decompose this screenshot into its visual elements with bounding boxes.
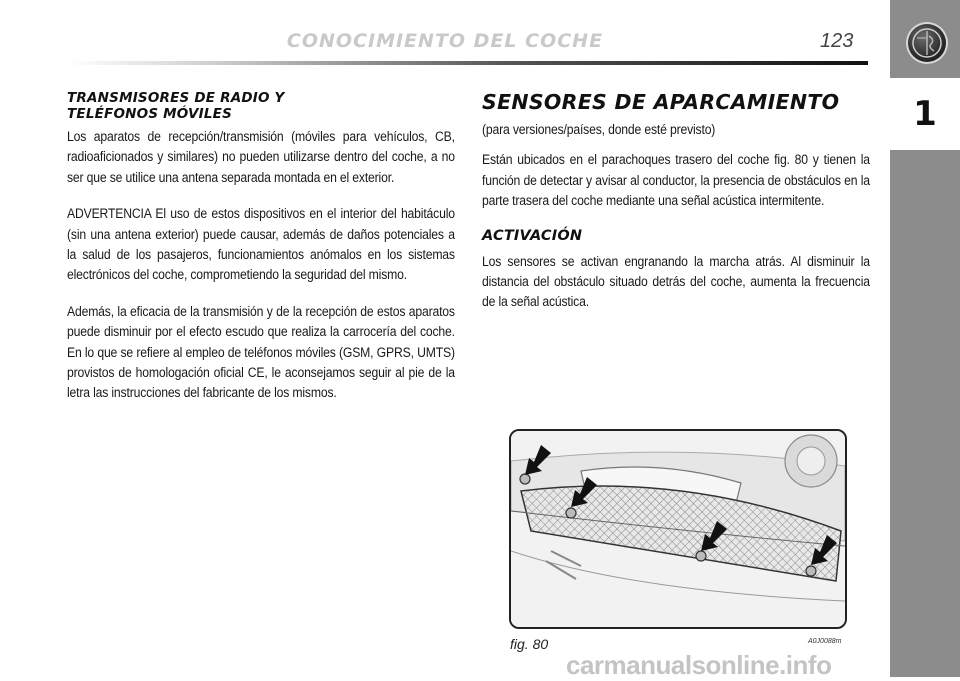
figure-rear-bumper-sensors (509, 429, 847, 629)
section-heading-radio (67, 90, 455, 122)
section-heading-activation: ACTIVACIÓN (482, 227, 583, 244)
parking-sensors-subtitle: (para versiones/países, donde esté previsto) (482, 122, 716, 138)
running-header-title: CONOCIMIENTO DEL COCHE (286, 30, 604, 52)
alfa-romeo-badge-icon (908, 24, 946, 62)
section-heading-parking-sensors: SENSORES DE APARCAMIENTO (482, 90, 840, 114)
paragraph-reception: Los aparatos de recepción/transmisión (móviles para vehículos, CB, radioaficionados y similares) no pueden utilizarse dentro del coche, a no ser que se utilice una antena separada montada en el exterior. (67, 129, 455, 186)
page-number: 123 (820, 30, 854, 52)
chapter-marker (890, 78, 960, 150)
figure-code: A0J0088m (808, 638, 842, 645)
header-rule (66, 61, 868, 65)
paragraph-warning: ADVERTENCIA El uso de estos dispositivos en el interior del habitáculo (sin una antena exterior) puede causar, además de daños potenciales a la salud de los pasajeros, funcionamientos anómalos en los sistemas electrónicos del coche, comprometiendo la seguridad del mismo. (67, 206, 455, 284)
paragraph-sensor-location: Están ubicados en el parachoques trasero del coche fig. 80 y tienen la función de detectar y avisar al conductor, la presencia de obstáculos en la parte trasera del coche mediante una señal acústica intermitente. (482, 152, 870, 210)
right-column (482, 90, 870, 329)
paragraph-activation: Los sensores se activan engranando la marcha atrás. Al disminuir la distancia del obstáculo situado detrás del coche, aumenta la frecuencia de la señal acústica. (482, 253, 870, 311)
paragraph-transmission: Además, la eficacia de la transmisión y de la recepción de estos aparatos puede disminuir por el efecto escudo que realiza la carrocería del coche. En lo que se refiere al empleo de teléfonos móviles (GSM, GPRS, UMTS) provistos de homologación oficial CE, le aconsejamos seguir al pie de la letra las instrucciones del fabricante de los mismos. (67, 303, 455, 402)
figure-caption: fig. 80 (510, 636, 549, 652)
heading-line-1: TRANSMISORES DE RADIO Y (67, 90, 285, 106)
watermark: carmanualsonline.info (566, 650, 832, 680)
left-column (67, 90, 455, 420)
heading-line-2: TELÉFONOS MÓVILES (67, 106, 232, 122)
chapter-number: 1 (913, 94, 937, 134)
rear-bumper-illustration (511, 431, 845, 627)
